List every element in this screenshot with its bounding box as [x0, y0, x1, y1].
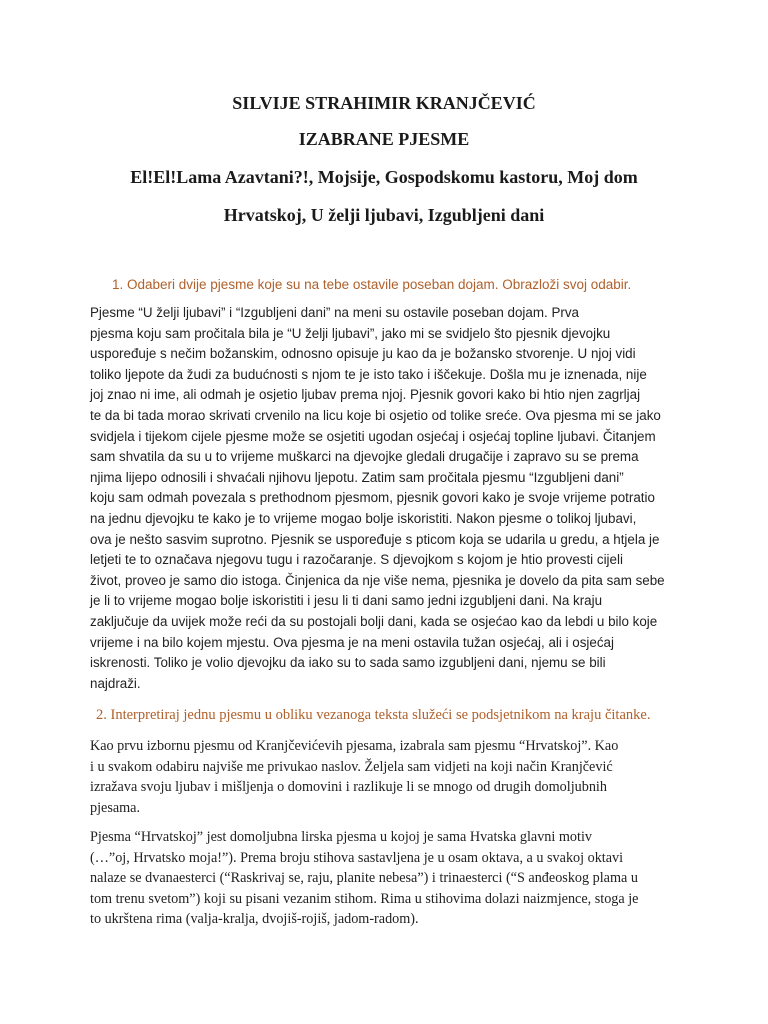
text-line: joj znao ni ime, ali odmah je osjetio ljubav prema njoj. Pjesnik govori kako bi htio njen zagrljaj	[90, 387, 641, 403]
text-line: toliko ljepote da žudi za budućnosti s njom te je isto tako i iščekuje. Došla mu je iznenada, nije	[90, 366, 647, 382]
text-line: koju sam odmah povezala s prethodnom pjesmom, pjesnik govori kako je svoje vrijeme potratio	[90, 490, 655, 506]
question-2: 2. Interpretiraj jednu pjesmu u obliku vezanoga teksta služeći se podsjetnikom na kraju čitanke.	[96, 707, 651, 723]
text-line: letjeti te to označava njegovu tugu i razočaranje. S djevojkom s kojom je htio provesti cijeli	[90, 552, 623, 568]
text-line: (…”oj, Hrvatsko moja!”). Prema broju stihova sastavljena je u osam oktava, a u svakoj oktavi	[90, 849, 624, 866]
answer-2-paragraph-1	[90, 736, 690, 818]
text-line: vrijeme i na bilo kojem mjestu. Ova pjesma je na meni ostavila tužan osjećaj, ali i osjećaj	[90, 634, 614, 650]
text-line: to ukrštena rima (valja-kralja, dvojiš-rojiš, jadom-radom).	[90, 911, 419, 928]
question-1: 1. Odaberi dvije pjesme koje su na tebe ostavile poseban dojam. Obrazloži svoj odabir.	[112, 277, 632, 292]
text-line: svidjela i tijekom cijele pjesme može se osjetiti ugodan osjećaj i osjećaj topline ljubavi. Čitanjem	[90, 428, 656, 444]
text-line: Pjesme “U želji ljubavi” i “Izgubljeni dani” na meni su ostavile poseban dojam. Prva	[90, 305, 579, 320]
poem-list-line-2: Hrvatskoj, U želji ljubavi, Izgubljeni dani	[223, 205, 545, 225]
collection-heading: IZABRANE PJESME	[298, 129, 470, 149]
text-line: pjesama.	[90, 799, 141, 816]
answer-2-paragraph-2	[90, 827, 690, 930]
text-line: zaključuje da uvijek može reći da su postojali bolji dani, kada se osjećao kao da lebdi u bilo koje	[90, 613, 658, 629]
text-line: nalaze se dvanaesterci (“Raskrivaj se, raju, planite nebesa”) i trinaesterci (“S anđeoskog plama u	[90, 870, 638, 887]
author-heading: SILVIJE STRAHIMIR KRANJČEVIĆ	[232, 93, 536, 113]
text-line: njima lijepo odnosili i shvaćali njihovu ljepotu. Zatim sam pročitala pjesmu “Izgubljeni dani”	[90, 469, 624, 485]
text-line: i u svakom odabiru najviše me privukao naslov. Željela sam vidjeti na koji način Kranjčević	[90, 758, 613, 775]
text-line: te da bi tada morao skrivati crvenilo na licu koje bi osjetio od tolike sreće. Ova pjesma mi se jako	[90, 407, 661, 423]
text-line: izražava svoju ljubav i mišljenja o domovini i razlikuje li se mnogo od drugih domoljubnih	[90, 779, 607, 796]
text-line: je li to vrijeme mogao bolje iskoristiti i jesu li ti dani samo jedni izgubljeni dani. Na kraju	[90, 593, 603, 609]
text-line: Pjesma “Hrvatskoj” jest domoljubna lirska pjesma u kojoj je sama Hvatska glavni motiv	[90, 829, 592, 845]
text-line: ova je nešto sasvim suprotno. Pjesnik se uspoređuje s pticom koja se udarila u gredu, a htjela je	[90, 531, 660, 547]
text-line: najdraži.	[90, 675, 141, 691]
text-line: Kao prvu izbornu pjesmu od Kranjčevićevih pjesama, izabrala sam pjesmu “Hrvatskoj”. Kao	[90, 738, 619, 754]
text-line: pjesma koju sam pročitala bila je “U želji ljubavi”, jako mi se svidjelo što pjesnik djevojku	[90, 325, 611, 341]
text-line: na jednu djevojku te kako je to vrijeme mogao bolje iskoristiti. Nakon pjesme o tolikoj ljubavi,	[90, 510, 637, 526]
answer-1-paragraph	[90, 303, 690, 694]
text-line: tom trenu svetom”) koji su pisani vezanim stihom. Rima u stihovima dolazi naizmjence, stoga je	[90, 890, 639, 907]
poem-list-line-1: El!El!Lama Azavtani?!, Mojsije, Gospodskomu kastoru, Moj dom	[130, 167, 638, 187]
text-line: iskrenosti. Toliko je volio djevojku da iako su to sada samo izgubljeni dani, njemu se bili	[90, 655, 606, 671]
text-line: život, proveo je samo dio istoga. Činjenica da nje više nema, pjesnika je dovelo da pita sam sebe	[90, 572, 665, 588]
text-line: sam shvatila da su u to vrijeme muškarci na djevojke gledali drugačije i zapravo su se prema	[90, 449, 639, 465]
text-line: uspoređuje s nečim božanskim, odnosno opisuje ju kao da je božansko stvorenje. U njoj vidi	[90, 346, 636, 362]
